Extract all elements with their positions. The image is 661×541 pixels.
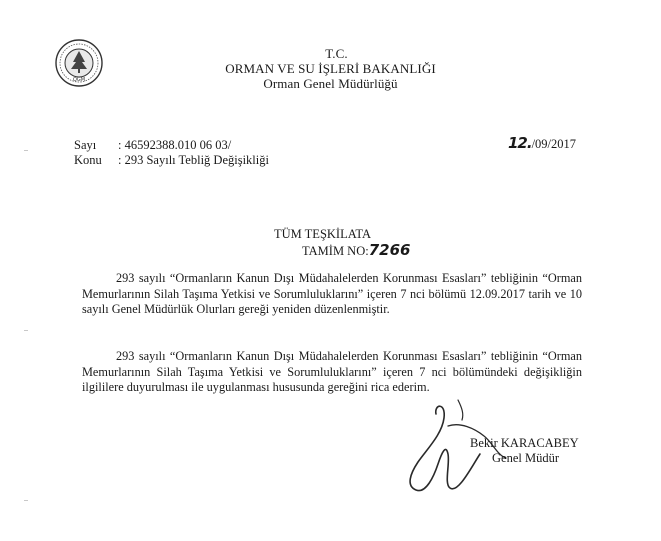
tamim-no-label: TAMİM NO:: [302, 244, 369, 258]
letterhead-directorate: Orman Genel Müdürlüğü: [263, 76, 398, 91]
signer-name: Bekir KARACABEY: [470, 436, 579, 450]
sayi-value: : 46592388.010 06 03/: [118, 138, 232, 152]
addressee-line-1: TÜM TEŞKİLATA: [274, 227, 372, 241]
signer-block: [470, 436, 579, 466]
date-handwritten-day: 12.: [508, 134, 532, 152]
margin-mark: [24, 500, 28, 501]
signer-title: Genel Müdür: [492, 451, 559, 465]
body-paragraph-1: 293 sayılı “Ormanların Kanun Dışı Müdahalelerden Korunması Esasları” tebliğinin “Orman Memurlarının Silah Taşıma Yetkisi ve Sorumluluklarını” içeren 7 nci bölümü 12.09.2017 tarih ve 10 sayılı Genel Müdürlük Olurları gereği yeniden düzenlenmiştir.: [82, 271, 582, 316]
letterhead: [0, 46, 661, 91]
addressee-line-2: [274, 242, 410, 259]
konu-label: Konu: [74, 153, 102, 167]
sayi-row: [74, 138, 269, 153]
letterhead-line-1: T.C.: [325, 46, 348, 61]
document-meta: [74, 138, 269, 168]
document-date: [508, 134, 576, 152]
date-printed: /09/2017: [531, 137, 577, 151]
margin-mark: [24, 150, 28, 151]
margin-mark: [24, 330, 28, 331]
tamim-no-handwritten: 7266: [368, 241, 411, 259]
letterhead-ministry: ORMAN VE SU İŞLERİ BAKANLIĞI: [225, 61, 436, 76]
body-paragraph-2: 293 sayılı “Ormanların Kanun Dışı Müdahalelerden Korunması Esasları” tebliğinin “Orman Memurlarının Silah Taşıma Yetkisi ve Sorumluluklarını” içeren 7 nci bölümündeki değişikliğin ilgililere duyurulması ile uygulanması hususunda gereğini rica ederim.: [82, 349, 582, 394]
seal-text: OGM: [72, 77, 86, 83]
addressee: [274, 226, 410, 259]
sayi-label: Sayı: [74, 138, 97, 152]
konu-row: [74, 153, 269, 168]
konu-value: : 293 Sayılı Tebliğ Değişikliği: [118, 153, 269, 167]
